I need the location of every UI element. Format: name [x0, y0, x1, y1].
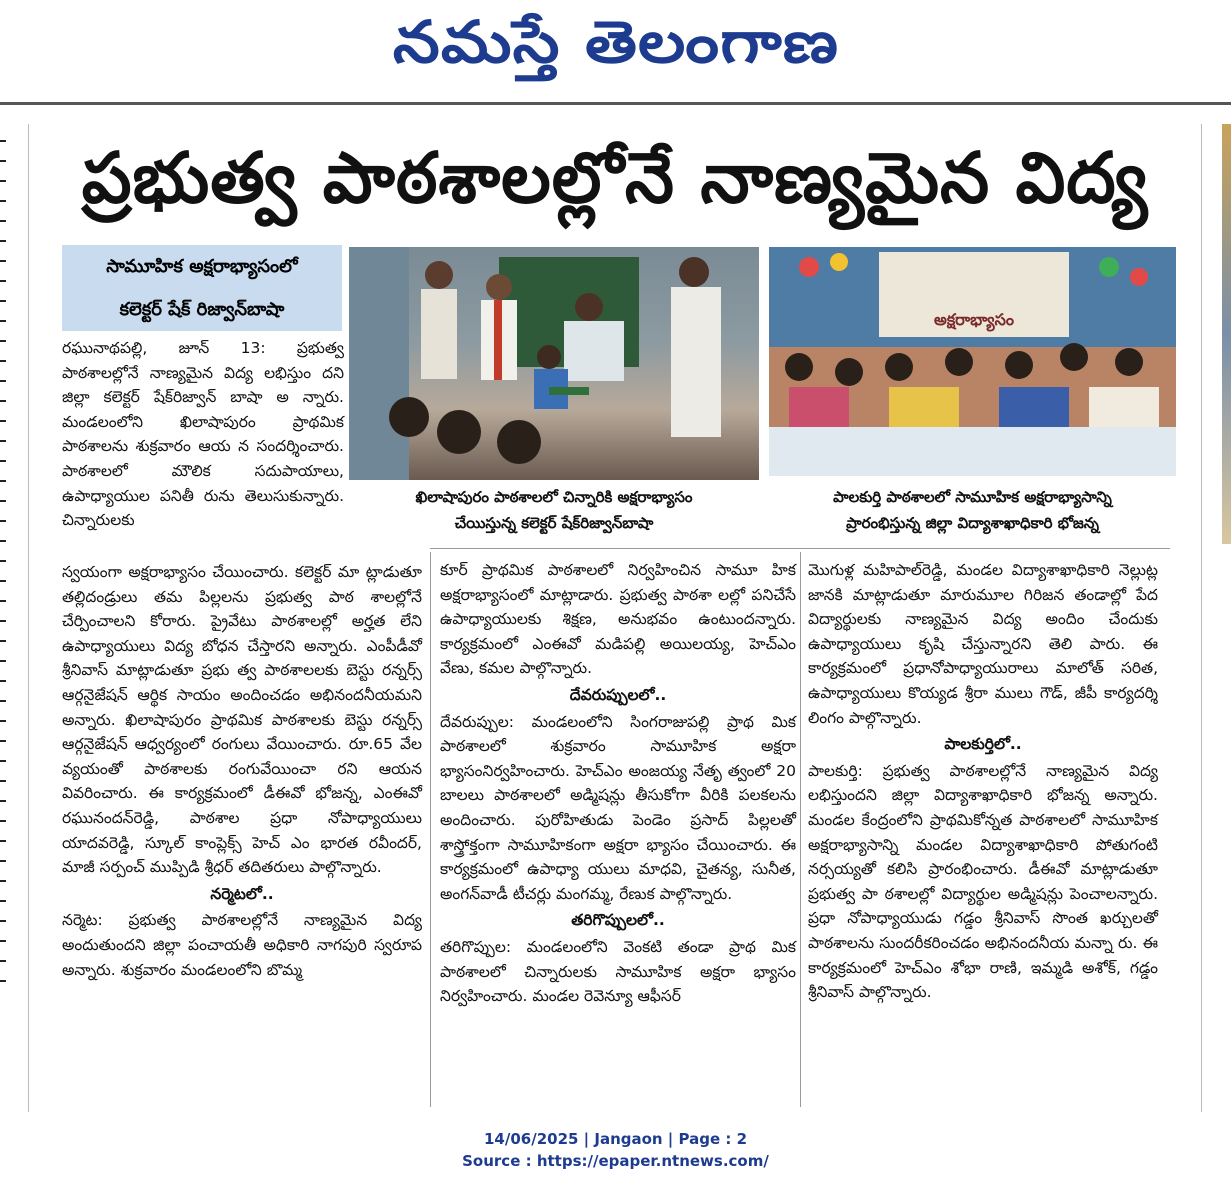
- article-paragraph-collector: స్వయంగా అక్షరాభ్యాసం చేయించారు. కలెక్టర్ మా ట్లాడుతూ తల్లిదండ్రులు తమ పిల్లలను ప్రభుత్వ పాఠ శాలల్లోనే చేర్పించాలని కోరారు. ప్రైవేటు పాఠశాలల్లో అర్హత లేని ఉపాధ్యాయులు విద్య బోధన చేస్తారని అన్నారు. ఎంపీడీవో శ్రీనివాస్ మాట్లాడుతూ ప్రభు త్వ పాఠశాలలకు బెస్టు రన్నర్స్ ఆర్గనైజేషన్ ఆర్థిక సాయం అందించడం అభినందనీయమని అన్నారు. ఖిలాషాపురం ప్రాథమిక పాఠశాలకు బెస్టు రన్నర్స్ ఆర్గనైజేషన్ ఆధ్వర్యంలో రంగులు వేయించారు. రూ.65 వేల వ్యయంతో పాఠశాలకు రంగువేయించా రని ఆయన వివరించారు. ఈ కార్యక్రమంలో డీఈవో భోజన్న, ఎంఈవో రఘునందన్‌రెడ్డి, పాఠశాల ప్రధా నోపాధ్యాయులు యాదవరెడ్డి, స్కూల్ కాంప్లెక్స్ హెచ్ ఎం భారత రవీందర్, మాజీ సర్పంచ్ ముప్పిడి శ్రీధర్ తదితరులు పాల్గొన్నారు.: [62, 563, 422, 877]
- article-paragraph-col3-1: మొగుళ్ల మహిపాల్‌రెడ్డి, మండల విద్యాశాఖాధికారి నెల్లుట్ల జానకి మాట్లాడుతూ మారుమూల గిరిజన తండాల్లో పేద విద్యార్థులకు నాణ్యమైన విద్య అందిం చేందుకు ఉపాధ్యాయులు కృషి చేస్తున్నారని తెలి పారు. ఈ కార్యక్రమంలో ప్రధానోపాధ్యాయురాలు మాలోత్ సరిత, ఉపాధ్యాయులు కొయ్యడ శ్రీరా ములు గౌడ్, జీపీ కార్యదర్శి లింగం పాల్గొన్నారు.: [808, 561, 1158, 727]
- masthead: [0, 0, 1231, 100]
- subheadline-line2: కలెక్టర్ షేక్ రిజ్వాన్‌బాషా: [119, 299, 285, 320]
- article-paragraph-narmetta: నర్మెట: ప్రభుత్వ పాఠశాలల్లోనే నాణ్యమైన విద్య అందుతుందని జిల్లా పంచాయతీ అధికారి నాగపురి స్వరూప అన్నారు. శుక్రవారం మండలంలోని బొమ్మ: [62, 911, 422, 979]
- photo2-caption-line2: ప్రారంభిస్తున్న జిల్లా విద్యాశాఖాధికారి భోజన్న: [846, 514, 1099, 532]
- article-paragraph-col2-1: కూర్ ప్రాథమిక పాఠశాలలో నిర్వహించిన సామూ హిక అక్షరాభ్యాసంలో మాట్లాడారు. ప్రభుత్వ పాఠశా లల్లో పనిచేసే ఉపాధ్యాయులకు శిక్షణ, అనుభవం ఉంటుందన్నారు. కార్యక్రమంలో ఎంఈవో మడిపల్లి అయిలయ్య, హెచ్ఎం వేణు, కమల పాల్గొన్నారు.: [440, 561, 796, 678]
- photo1-caption-line2: చేయిస్తున్న కలెక్టర్ షేక్‌రిజ్వాన్‌బాషా: [454, 514, 654, 532]
- photo-akshara-abhyasam-event: [769, 247, 1176, 476]
- article-paragraph-devaruppula: దేవరుప్పుల: మండలంలోని సింగరాజుపల్లి ప్రాథ మిక పాఠశాలలో శుక్రవారం సామూహిక అక్షరా భ్యాసంనిర్వహించారు. హెచ్ఎం అంజయ్య నేతృ త్వంలో 20 బాలలు పాఠశాలలో అడ్మిషన్లు తీసుకోగా వీరికి పలకలను అందించారు. పురోహితుడు పెండెం ప్రసాద్ పిల్లలతో శాస్త్రోక్తంగా సామూహికంగా అక్షరా భ్యాసం చేయించారు. ఈ కార్యక్రమంలో ఉపాధ్యా యులు మాధవి, చైతన్య, సునీత, అంగన్‌వాడీ టీచర్లు మంగమ్మ, రేణుక పాల్గొన్నారు.: [440, 712, 796, 903]
- article-paragraph-tarigoppula: తరిగొప్పుల: మండలంలోని వెంకటి తండా ప్రాథ మిక పాఠశాలలో చిన్నారులకు సామూహిక అక్షరా భ్యాసం నిర్వహించారు. మండల రెవెన్యూ ఆఫీసర్: [440, 937, 796, 1006]
- article-column-1-top: [62, 336, 344, 533]
- column-rule-1: [430, 552, 431, 1107]
- door: [349, 247, 409, 480]
- newspaper-logo: నమస్తే తెలంగాణ: [392, 8, 839, 76]
- article-paragraph-intro: రఘునాథపల్లి, జూన్ 13: ప్రభుత్వ పాఠశాలల్లోనే నాణ్యమైన విద్య లభిస్తుం దని జిల్లా కలెక్టర్ షేక్‌రిజ్వాన్ బాషా అ న్నారు. మండలంలోని ఖిలాషాపురం ప్రాథమిక పాఠశాలను శుక్రవారం ఆయ న సందర్శించారు. పాఠశాలలో మౌలిక సదుపాయాలు, ఉపాధ్యాయుల పనితీ రును తెలుసుకున్నారు. చిన్నారులకు: [62, 339, 344, 530]
- footer-source-link[interactable]: Source : https://epaper.ntnews.com/: [462, 1152, 769, 1170]
- page-footer: [0, 1128, 1231, 1172]
- article-paragraph-palakurthi: పాలకుర్తి: ప్రభుత్వ పాఠశాలల్లోనే నాణ్యమైన విద్య లభిస్తుందని జిల్లా విద్యాశాఖాధికారి భోజన్న అన్నారు. మండల కేంద్రంలోని ప్రాథమికోన్నత పాఠశాలలో సామూహిక అక్షరాభ్యాసాన్ని మండల విద్యాశాఖాధికారి పోతుగంటి నర్సయ్యతో కలిసి ప్రారంభించారు. డీఈవో మాట్లాడుతూ ప్రభుత్వ పా ఠశాలల్లో విద్యార్థుల అడ్మిషన్లు పెంచాలన్నారు. ప్రధా నోపాధ్యాయుడు గడ్డం శ్రీనివాస్ సొంత ఖర్చులతో పాఠశాలను సుందరీకరించడం అభినందనీయ మన్నా రు. ఈ కార్యక్రమంలో హెచ్ఎం శోభా రాణి, ఇమ్మడి అశోక్, గడ్డం శ్రీనివాస్ పాల్గొన్నారు.: [808, 761, 1158, 1002]
- photo-collector-classroom-illustration: [349, 247, 759, 480]
- photo1-caption-line1: ఖిలాషాపురం పాఠశాలలో చిన్నారికి అక్షరాభ్యాసం: [415, 488, 693, 506]
- footer-date-edition: 14/06/2025 | Jangaon | Page : 2: [483, 1130, 748, 1148]
- adjacent-page-edge-right: [1222, 124, 1231, 544]
- photo-akshara-abhyasam-illustration: [769, 247, 1176, 476]
- article-column-2: [440, 558, 796, 1009]
- article-column-3: [808, 558, 1158, 1005]
- photo-collector-classroom: [349, 247, 759, 480]
- subheadline-line1: సామూహిక అక్షరాభ్యాసంలో: [106, 256, 298, 277]
- stage-banner-text: అక్షరాభ్యాసం: [934, 310, 1014, 329]
- section-heading-narmetta: నర్మెటలో..: [210, 884, 274, 903]
- article-column-1: [62, 560, 422, 982]
- section-heading-tarigoppula: తరిగొప్పులలో..: [571, 911, 665, 930]
- photo1-caption: [349, 484, 759, 536]
- caption-divider: [430, 548, 1170, 549]
- adjacent-page-edge-left: [0, 140, 6, 1000]
- section-heading-palakurthi: పాలకుర్తిలో..: [944, 735, 1022, 754]
- masthead-rule: [0, 102, 1231, 105]
- photo2-caption: [769, 484, 1176, 536]
- section-heading-devaruppula: దేవరుప్పులలో..: [569, 685, 667, 704]
- article-headline: ప్రభుత్వ పాఠశాలల్లోనే నాణ్యమైన విద్య: [81, 137, 1149, 219]
- column-rule-2: [800, 552, 801, 1107]
- photo2-caption-line1: పాలకుర్తి పాఠశాలలో సామూహిక అక్షరాభ్యాసాన్ని: [833, 488, 1112, 506]
- subheadline-box: [62, 245, 342, 331]
